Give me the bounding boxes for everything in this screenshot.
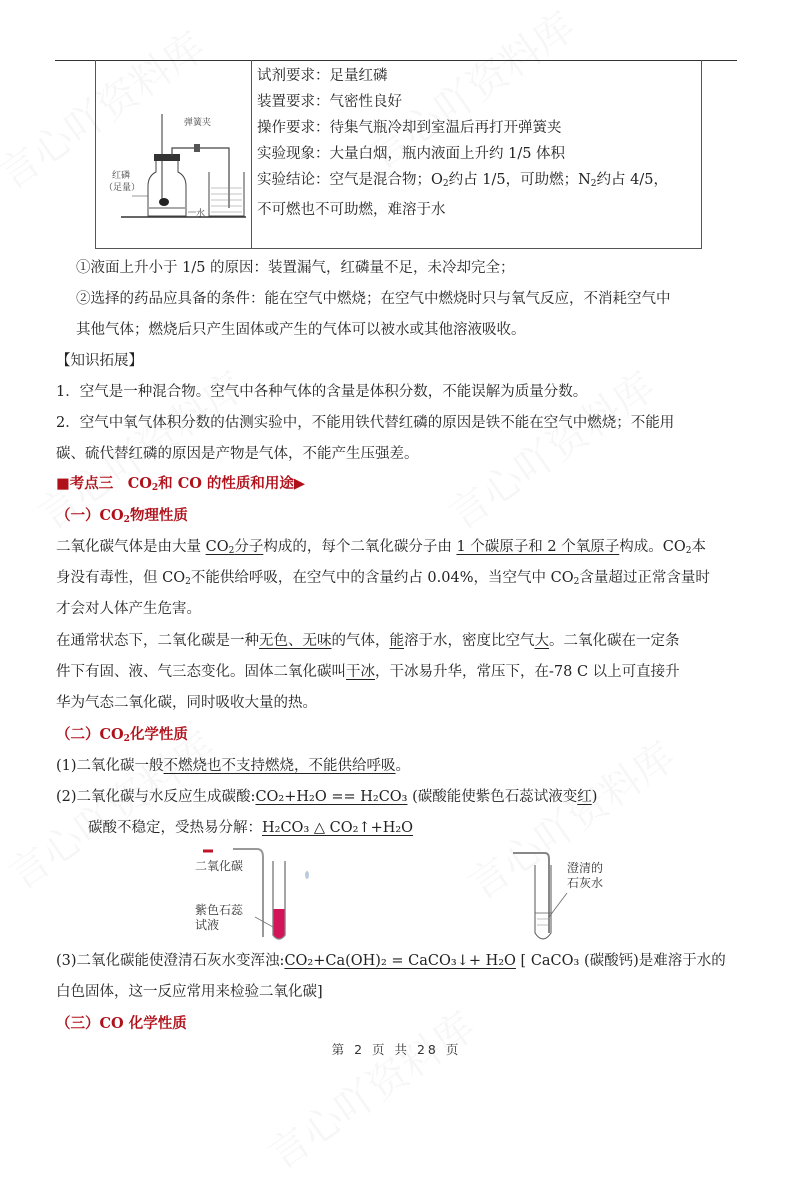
- litmus-co2-label: 二氧化碳: [195, 859, 244, 873]
- litmus-figure: [195, 845, 315, 945]
- phosphorus-note: （足量）: [104, 183, 141, 193]
- chemical-item-2: (2)二氧化碳与水反应生成碳酸:CO₂+H₂O == H₂CO₃ (碳酸能使紫色石蕊试液变红): [56, 789, 598, 805]
- subsection-chemical: （二）$CO_2$化学性质: [56, 726, 188, 744]
- physical-p2-l2: 件下有固、液、气三态变化。固体二氧化碳叫干冰，干冰易升华，常压下，在-78 C 以上可直接升: [56, 664, 680, 680]
- conclusion-row: 实验结论：空气是混合物；$O_2$约占 1/5，可助燃；$N_2$约占 4/5，: [257, 172, 668, 189]
- clamp-label: 弹簧夹: [184, 118, 212, 128]
- limewater-label-2: 石灰水: [567, 876, 604, 890]
- note-2-cont: 其他气体；燃烧后只产生固体或产生的气体可以被水或其他溶液吸收。: [76, 322, 526, 338]
- limewater-figure: [505, 845, 615, 945]
- reagent-row: 试剂要求：足量红磷: [257, 68, 388, 84]
- test-tube-limewater-icon: [505, 845, 615, 945]
- equation: H₂CO₃ △ CO₂↑+H₂O: [262, 820, 414, 836]
- note-2: ②选择的药品应具备的条件：能在空气中燃烧；在空气中燃烧时只与氧气反应，不消耗空气中: [76, 291, 671, 307]
- experiment-table: [95, 60, 702, 249]
- chemical-item-3: (3)二氧化碳能使澄清石灰水变浑浊:CO₂+Ca(OH)₂ = CaCO₃↓+ H₂O [ CaCO₃ (碳酸钙)是难溶于水的: [56, 953, 726, 969]
- apparatus-row: 装置要求：气密性良好: [257, 94, 402, 110]
- phenomenon-row: 实验现象：大量白烟，瓶内液面上升约 1/5 体积: [257, 146, 566, 162]
- equation: CO₂+H₂O == H₂CO₃: [255, 789, 408, 805]
- chemical-item-2b: 碳酸不稳定，受热易分解：H₂CO₃ △ CO₂↑+H₂O: [88, 820, 414, 836]
- apparatus-figure: [96, 60, 252, 248]
- extension-item-1: 1．空气是一种混合物。空气中各种气体的含量是体积分数，不能误解为质量分数。: [56, 384, 588, 400]
- apparatus-diagram-icon: [96, 60, 251, 248]
- requirements-text: [252, 60, 701, 248]
- physical-p1-l1: 二氧化碳气体是由大量 $CO_2$分子构成的，每个二氧化碳分子由 1 个碳原子和 2 个氧原子构成。$CO_2$本: [56, 539, 706, 556]
- phosphorus-label: 红磷: [112, 171, 131, 181]
- equation: CO₂+Ca(OH)₂ = CaCO₃↓+ H₂O: [284, 953, 516, 969]
- underlined-term: $CO_2$分子: [205, 539, 264, 556]
- physical-p2-l3: 华为气态二氧化碳，同时吸收大量的热。: [56, 695, 317, 711]
- page-number: 第 2 页 共 28 页: [331, 1042, 462, 1057]
- subsection-co: （三）CO 化学性质: [56, 1015, 187, 1032]
- subsection-physical: （一）$CO_2$物理性质: [56, 507, 188, 525]
- physical-p1-l3: 才会对人体产生危害。: [56, 601, 201, 617]
- watermark: [255, 996, 484, 1180]
- conclusion-row-cont: 不可燃也不可助燃，难溶于水: [257, 202, 446, 218]
- chemical-item-3-cont: 白色固体，这一反应常用来检验二氧化碳]: [56, 984, 323, 1000]
- extension-item-2-cont: 碳、硫代替红磷的原因是产物是气体，不能产生压强差。: [56, 446, 419, 462]
- water-label: 水: [196, 209, 206, 219]
- litmus-label-2: 试液: [195, 918, 220, 932]
- chemical-item-1: (1)二氧化碳一般不燃烧也不支持燃烧，不能供给呼吸。: [56, 758, 411, 774]
- litmus-label: 紫色石蕊: [195, 903, 244, 917]
- limewater-label: 澄清的: [567, 861, 604, 875]
- extension-item-2: 2．空气中氧气体积分数的估测实验中，不能用铁代替红磷的原因是铁不能在空气中燃烧；不能用: [56, 415, 675, 431]
- section-title: ■考点三 $CO_2$和 CO 的性质和用途▶: [56, 475, 306, 493]
- note-1: ①液面上升小于 1/5 的原因：装置漏气，红磷量不足，未冷却完全；: [76, 260, 515, 276]
- physical-p2-l1: 在通常状态下，二氧化碳是一种无色、无味的气体，能溶于水，密度比空气大。二氧化碳在一定条: [56, 633, 680, 649]
- physical-p1-l2: 身没有毒性，但 $CO_2$不能供给呼吸，在空气中的含量约占 0.04%，当空气中 $CO_2$含量超过正常含量时: [56, 570, 710, 587]
- operation-row: 操作要求：待集气瓶冷却到室温后再打开弹簧夹: [257, 120, 562, 136]
- extension-heading: 【知识拓展】: [56, 353, 143, 369]
